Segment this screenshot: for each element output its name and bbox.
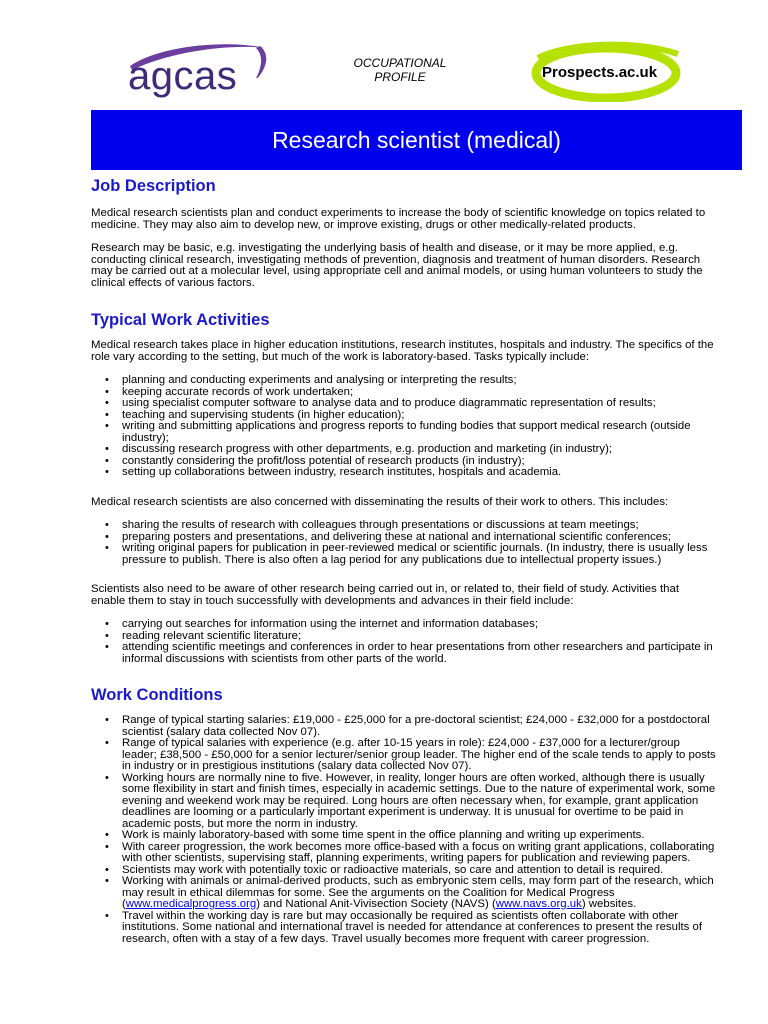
list-item: • setting up collaborations between industry, research institutes, hospitals and academia. bbox=[122, 467, 716, 479]
activities-para-2: Medical research scientists are also concerned with disseminating the results of their work to others. This includes: bbox=[91, 495, 669, 508]
list-item: • discussing research progress with other departments, e.g. production and marketing (in industry); bbox=[122, 444, 716, 456]
job-description-para-1: Medical research scientists plan and conduct experiments to increase the body of scientific knowledge on topics related to medicine. They may also aim to develop new, or improve existing, drugs or other medically-related products. bbox=[91, 207, 706, 231]
list-item: • Range of typical salaries with experience (e.g. after 10-15 years in role): £24,000 - £37,000 for a lecturer/group leader; £38,500 - £50,000 for a senior lecturer/senior group leader. The higher end of the scale tends to apply to posts in industry or in prestigious institutions (salary data collected Nov 07). bbox=[122, 738, 716, 773]
list-item: • planning and conducting experiments and analysing or interpreting the results; bbox=[122, 375, 716, 387]
job-description-para-2: Research may be basic, e.g. investigating the underlying basis of health and disease, or it may be more applied, e.g. conducting clinical research, investigating methods of prevention, diagnosis and treatment of human disorders. Research may be carried out at a molecular level, using appropriate cell and animal models, or using human volunteers to study the clinical effects of various factors. bbox=[91, 242, 703, 289]
conditions-heading: Work Conditions bbox=[91, 686, 223, 704]
list-item: • With career progression, the work becomes more office-based with a focus on writing grant applications, collaborating with other scientists, supervising staff, planning experiments, writing papers for publication and reviewing papers. bbox=[122, 842, 716, 865]
animals-text-mid: ) and National Anit-Vivisection Society (NAVS) ( bbox=[256, 898, 496, 910]
list-item: • writing and submitting applications and progress reports to funding bodies that support medical research (outside industry); bbox=[122, 421, 716, 444]
list-item: • Scientists may work with potentially toxic or radioactive materials, so care and attention to detail is required. bbox=[122, 865, 716, 877]
activities-list-3 bbox=[91, 619, 716, 665]
document-body bbox=[91, 176, 716, 945]
prospects-wordmark: Prospects.ac.uk bbox=[542, 64, 658, 81]
activities-list-1 bbox=[91, 375, 716, 479]
list-item: • sharing the results of research with colleagues through presentations or discussions at team meetings; bbox=[122, 520, 716, 532]
activities-intro: Medical research takes place in higher education institutions, research institutes, hospitals and industry. The specifics of the role vary according to the setting, but much of the work is laboratory-based. Tasks typically include: bbox=[91, 339, 714, 363]
activities-para-3: Scientists also need to be aware of other research being carried out in, or related to, their field of study. Activities that enable them to stay in touch successfully with developments and advances in their field include: bbox=[91, 583, 679, 607]
list-item: • Range of typical starting salaries: £19,000 - £25,000 for a pre-doctoral scientist; £24,000 - £32,000 for a postdoctoral scientist (salary data collected Nov 07). bbox=[122, 715, 716, 738]
list-item: • Working hours are normally nine to five. However, in reality, longer hours are often worked, although there is usually some flexibility in start and finish times, especially in academic settings. Due to the nature of experimental work, some evening and weekend work may be required. Long hours are often necessary when, for example, grant application deadlines are looming or a particularly important experiment is underway. It is unusual for overtime to be paid in academic posts, but more the norm in industry. bbox=[122, 773, 716, 831]
agcas-logo bbox=[122, 38, 272, 98]
list-item: • writing original papers for publication in peer-reviewed medical or scientific journals. (In industry, there is usually less pressure to publish. There is also often a lag period for any publications due to intellectual property issues.) bbox=[122, 543, 716, 566]
page-header bbox=[0, 0, 768, 108]
list-item: • attending scientific meetings and conferences in order to hear presentations from other researchers and participate in informal discussions with scientists from other parts of the world. bbox=[122, 642, 716, 665]
list-item: • preparing posters and presentations, and delivering these at national and international scientific conferences; bbox=[122, 532, 716, 544]
job-description-heading: Job Description bbox=[91, 177, 216, 195]
list-item: • Travel within the working day is rare but may occasionally be required as scientists often collaborate with other institutions. Some national and international travel is needed for attendance at conferences to present the results of research, often with a stay of a few days. Travel usually becomes more frequent with career progression. bbox=[122, 911, 716, 946]
list-item: • Work is mainly laboratory-based with some time spent in the office planning and writing up experiments. bbox=[122, 830, 716, 842]
conditions-list bbox=[91, 715, 716, 945]
list-item: • teaching and supervising students (in higher education); bbox=[122, 410, 716, 422]
animals-text-post: ) websites. bbox=[581, 898, 637, 910]
list-item: • using specialist computer software to analyse data and to produce diagrammatic representation of results; bbox=[122, 398, 716, 410]
navs-link[interactable]: www.navs.org.uk bbox=[495, 898, 582, 910]
list-item: • constantly considering the profit/loss potential of research products (in industry); bbox=[122, 456, 716, 468]
medicalprogress-link[interactable]: www.medicalprogress.org bbox=[125, 898, 257, 910]
animals-text-pre: Working with animals or animal-derived products, such as embryonic stem cells, may form part of the research, which may result in ethical dilemmas for some. See the arguments on the Coalition for Medical Progress ( bbox=[122, 875, 714, 910]
list-item-animals bbox=[122, 876, 716, 911]
list-item: • keeping accurate records of work undertaken; bbox=[122, 387, 716, 399]
occupational-text: OCCUPATIONAL bbox=[353, 56, 447, 70]
activities-list-2 bbox=[91, 520, 716, 566]
prospects-logo bbox=[528, 40, 688, 102]
list-item: • reading relevant scientific literature; bbox=[122, 631, 716, 643]
activities-heading: Typical Work Activities bbox=[91, 311, 270, 329]
occupational-profile-label bbox=[330, 56, 470, 84]
agcas-wordmark: agcas bbox=[128, 54, 238, 98]
profile-text: PROFILE bbox=[374, 70, 426, 84]
list-item: • carrying out searches for information using the internet and information databases; bbox=[122, 619, 716, 631]
page-title: Research scientist (medical) bbox=[91, 110, 742, 170]
